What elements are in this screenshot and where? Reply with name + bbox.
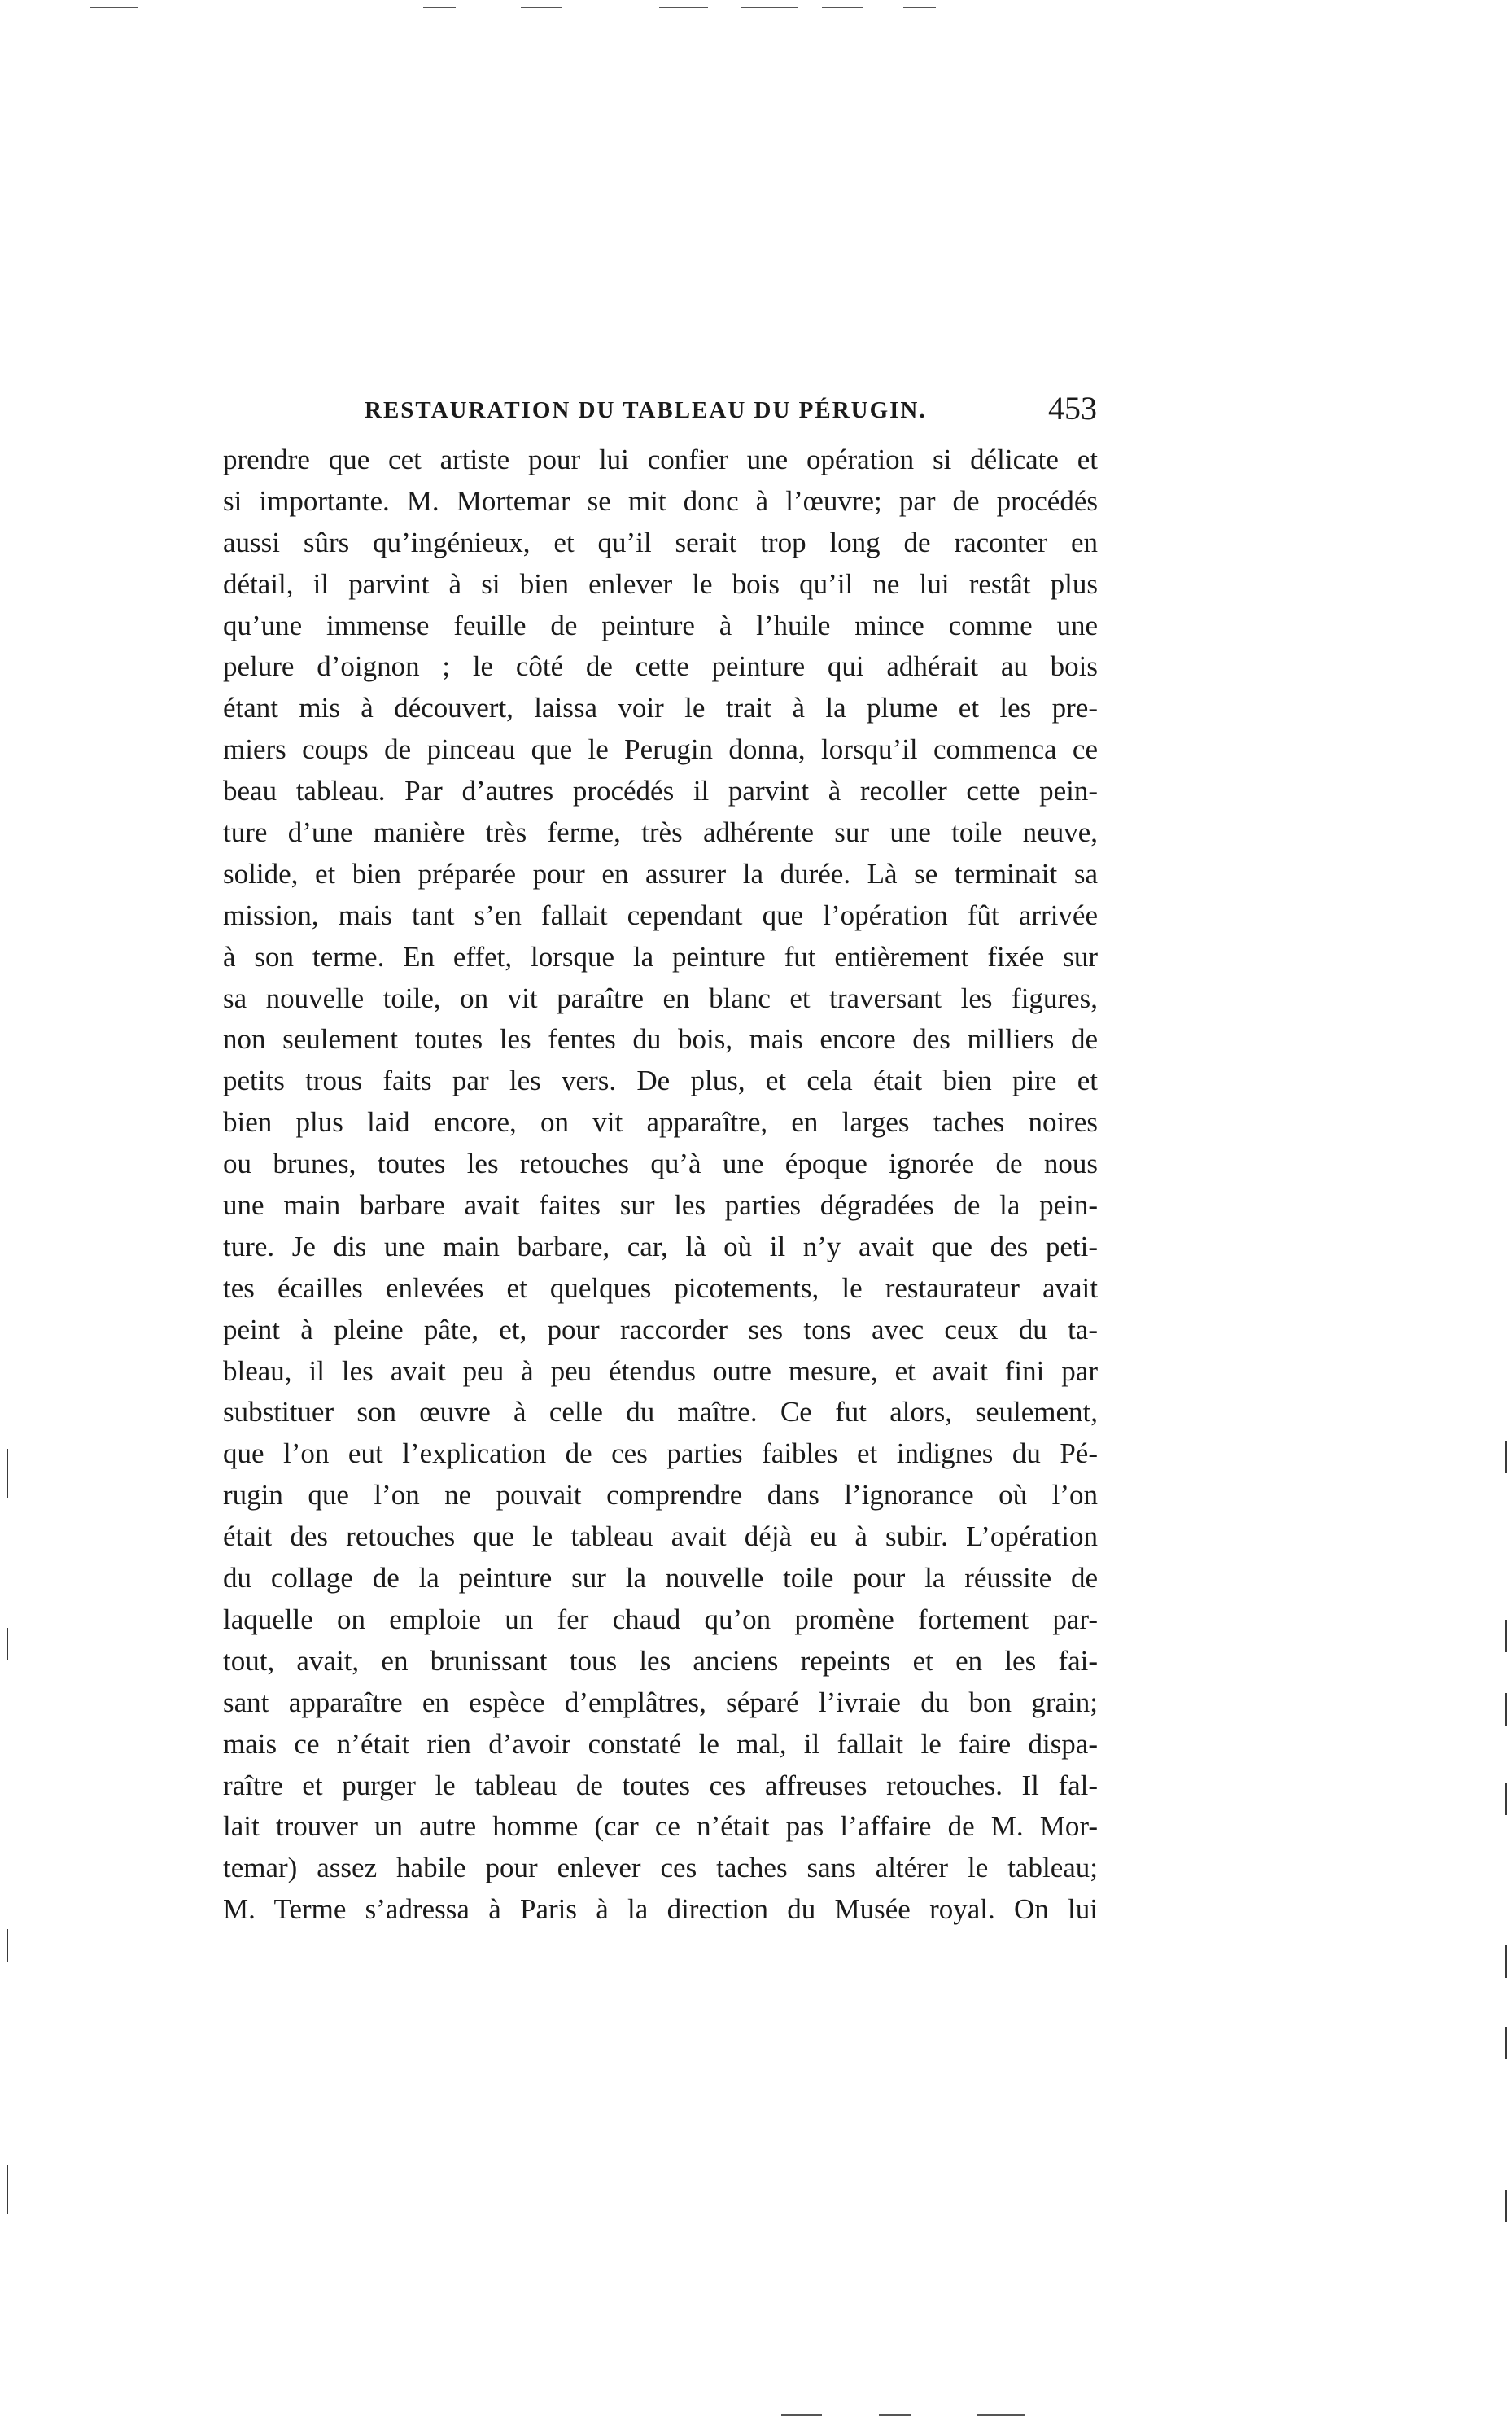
text-line: M. Terme s’adressa à Paris à la direction du Musée royal. On lui [223, 1893, 1098, 1926]
text-line: ou brunes, toutes les retouches qu’à une époque ignorée de nous [223, 1148, 1098, 1180]
scan-edge-mark [977, 2414, 1025, 2416]
text-line: à son terme. En effet, lorsque la peinture fut entièrement fixée sur [223, 940, 1098, 973]
text-line: sant apparaître en espèce d’emplâtres, séparé l’ivraie du bon grain; [223, 1686, 1098, 1718]
scan-edge-mark [90, 7, 138, 8]
text-line: laquelle on emploie un fer chaud qu’on promène fortement par- [223, 1603, 1098, 1635]
text-line: pelure d’oignon ; le côté de cette peinture qui adhérait au bois [223, 650, 1098, 683]
text-line: tout, avait, en brunissant tous les anciens repeints et en les fai- [223, 1644, 1098, 1677]
scan-edge-mark [822, 7, 863, 8]
scan-edge-mark [1505, 1441, 1507, 1473]
text-line: aussi sûrs qu’ingénieux, et qu’il serait trop long de raconter en [223, 526, 1098, 558]
text-line: miers coups de pinceau que le Perugin donna, lorsqu’il commenca ce [223, 733, 1098, 766]
text-line: prendre que cet artiste pour lui confier une opération si délicate et [223, 444, 1098, 475]
scan-edge-mark [1505, 2190, 1507, 2222]
scan-edge-mark [7, 1449, 8, 1498]
scan-edge-mark [521, 7, 562, 8]
scan-edge-mark [879, 2414, 911, 2416]
scan-edge-mark [1505, 2027, 1507, 2059]
text-line: temar) assez habile pour enlever ces taches sans altérer le tableau; [223, 1852, 1098, 1884]
scan-edge-mark [423, 7, 456, 8]
text-line: mission, mais tant s’en fallait cependant que l’opération fût arrivée [223, 899, 1098, 931]
text-line: bien plus laid encore, on vit apparaître, en larges taches noires [223, 1106, 1098, 1139]
text-line: ture d’une manière très ferme, très adhérente sur une toile neuve, [223, 816, 1098, 849]
text-line: substituer son œuvre à celle du maître. Ce fut alors, seulement, [223, 1396, 1098, 1428]
scan-edge-mark [1505, 1783, 1507, 1815]
text-line: beau tableau. Par d’autres procédés il parvint à recoller cette pein- [223, 775, 1098, 807]
text-line: tes écailles enlevées et quelques picotements, le restaurateur avait [223, 1271, 1098, 1304]
text-line: solide, et bien préparée pour en assurer la durée. Là se terminait sa [223, 857, 1098, 890]
text-line: petits trous faits par les vers. De plus, et cela était bien pire et [223, 1065, 1098, 1097]
scan-edge-mark [781, 2414, 822, 2416]
text-line: était des retouches que le tableau avait déjà eu à subir. L’opération [223, 1520, 1098, 1553]
text-line: du collage de la peinture sur la nouvelle toile pour la réussite de [223, 1562, 1098, 1595]
text-line: détail, il parvint à si bien enlever le bois qu’il ne lui restât plus [223, 567, 1098, 600]
text-line: ture. Je dis une main barbare, car, là où il n’y avait que des peti- [223, 1230, 1098, 1262]
page-number: 453 [1048, 390, 1097, 427]
text-line: peint à pleine pâte, et, pour raccorder ses tons avec ceux du ta- [223, 1313, 1098, 1345]
text-line: raître et purger le tableau de toutes ces affreuses retouches. Il fal- [223, 1769, 1098, 1801]
text-line: si importante. M. Mortemar se mit donc à l’œuvre; par de procédés [223, 484, 1098, 517]
text-line: bleau, il les avait peu à peu étendus outre mesure, et avait fini par [223, 1354, 1098, 1387]
body-text [223, 440, 1098, 1931]
scan-edge-mark [741, 7, 798, 8]
scan-edge-mark [1505, 1693, 1507, 1726]
scan-edge-mark [7, 1628, 8, 1660]
text-line: lait trouver un autre homme (car ce n’était pas l’affaire de M. Mor- [223, 1810, 1098, 1843]
scan-edge-mark [1505, 1620, 1507, 1652]
running-header [365, 389, 1097, 430]
text-line: sa nouvelle toile, on vit paraître en blanc et traversant les figures, [223, 982, 1098, 1014]
scan-edge-mark [659, 7, 708, 8]
text-line: qu’une immense feuille de peinture à l’huile mince comme une [223, 609, 1098, 641]
text-line: étant mis à découvert, laissa voir le trait à la plume et les pre- [223, 692, 1098, 724]
scan-edge-mark [903, 7, 936, 8]
header-title: RESTAURATION DU TABLEAU DU PÉRUGIN. [365, 397, 927, 423]
text-line: une main barbare avait faites sur les parties dégradées de la pein- [223, 1189, 1098, 1222]
text-line: non seulement toutes les fentes du bois, mais encore des milliers de [223, 1023, 1098, 1056]
scan-edge-mark [1505, 1945, 1507, 1978]
text-line: rugin que l’on ne pouvait comprendre dans l’ignorance où l’on [223, 1479, 1098, 1511]
scan-edge-mark [7, 1929, 8, 1962]
scan-edge-mark [7, 2165, 8, 2214]
text-line: que l’on eut l’explication de ces parties faibles et indignes du Pé- [223, 1437, 1098, 1470]
text-line: mais ce n’était rien d’avoir constaté le mal, il fallait le faire dispa- [223, 1727, 1098, 1760]
